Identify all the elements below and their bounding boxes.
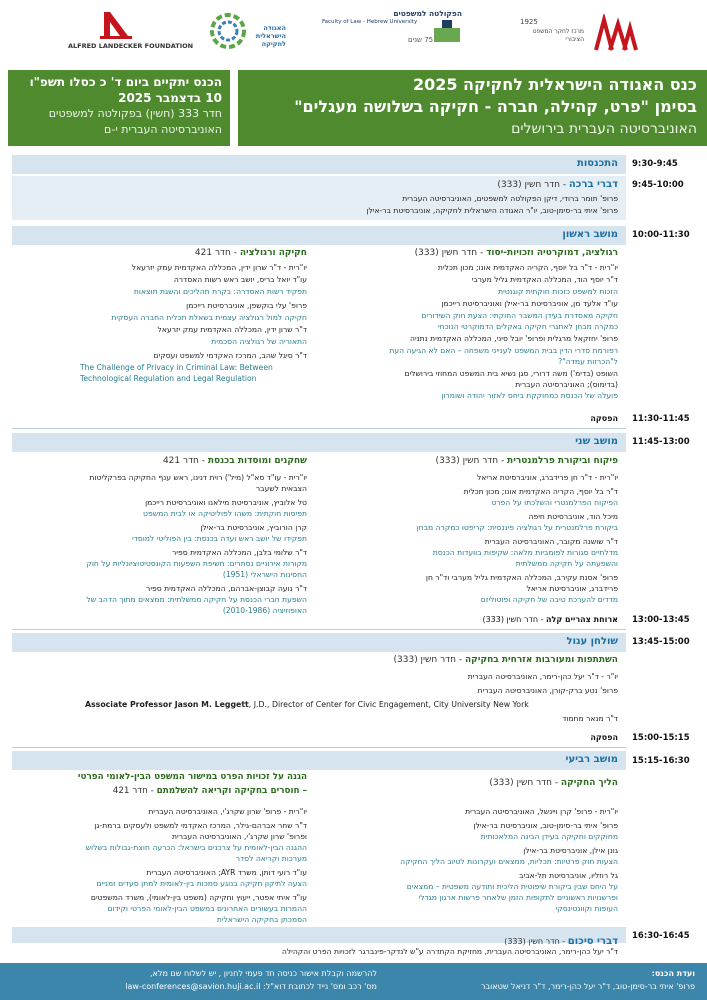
- speaker-line: פרידברג, אוניברסיטת אריאל: [526, 584, 618, 593]
- date-box: [8, 70, 230, 146]
- talk-title: הצעות חוק פרטיות: תכליות, ממצאים ועקרונות לטיוב הליך החקיקה: [400, 857, 618, 866]
- speaker-line: טל אלוביץ, אוניברסיטת מילאנו ואוניברסיטת רייכמן: [145, 498, 307, 507]
- talk-title: רפורמת סדרי הדין בבית המשפט לענייני משפחה – האם לא הגיעה העת: [389, 346, 618, 355]
- speaker-line-english: Associate Professor Jason M. Leggett, J.D., Director of Center for Civic Engagement, City University New York: [85, 700, 529, 709]
- talk-title: הצעה לתיקון חקיקה בנוגע סמכות בין-לאומית למתן סעדים זמניים: [96, 879, 307, 888]
- logo-strip: [0, 0, 707, 66]
- talk-title: מדדים להערכת טיבה של חקיקה ופוטוליזם: [480, 595, 618, 604]
- talk-title: מקורות אירוניים נסתרים: חשיפת השפעות הקונסטיטוציונליות על חוק: [86, 559, 307, 568]
- speaker-line: יו"ר - ד"ר יעל כהן-רימר, האוניברסיטה העברית: [467, 672, 618, 681]
- footer: [0, 963, 707, 1000]
- faculty-name-he: הפקולטה למשפטים: [393, 9, 462, 18]
- time-slot: 15:15-16:30: [632, 756, 690, 766]
- association-name: האגודה הישראלית לחקיקה: [255, 24, 286, 48]
- panel-title: שחקנים ומוסדות בכנסת - חדר 421: [162, 456, 307, 466]
- faculty-logo: [322, 10, 462, 60]
- time-slot: 9:30-9:45: [632, 159, 678, 169]
- committee-members: פרופ' איתי בר-סימן-טוב, ד"ר יעל כהן-רימר, ד"ר דניאל שטאובר: [480, 982, 695, 991]
- time-slot: 9:45-10:00: [632, 180, 684, 190]
- talk-title: העופות וקוונטינסקי: [555, 904, 618, 913]
- speaker-line: פרופ' איתי בר-סימן-טוב, אוניברסיטת בר-אילן: [473, 821, 618, 830]
- registration-email-line[interactable]: מס' רכב ומס' נייד לכתובת דוא"ל: law-conferences@savion.huji.ac.il: [125, 982, 377, 991]
- speaker-line: ד"ר סיגל שהב, המרכז האקדמי למשפט ועסקים: [153, 351, 307, 360]
- speaker-line: ד"ר שרון ידין, המכללה האקדמית עמק יזרעאל: [157, 325, 307, 334]
- talk-title: תפקיד רשות האסדרה: בקרת תהליכים והשגת תוצאות: [133, 287, 307, 296]
- date-line-university: האוניברסיטה העברית י-ם: [104, 123, 222, 136]
- time-slot: 11:45-13:00: [632, 437, 690, 447]
- landecker-logo: [68, 10, 194, 60]
- speaker-line: ד"ר נועה קבוצן-אברהם, המכללה האקדמית ספיר: [146, 584, 307, 593]
- panel-title: הליך החקיקה - חדר חשין (333): [489, 778, 618, 788]
- years-label: 75 שנים: [408, 36, 434, 44]
- speaker-line: גונן אילן, אוניברסיטת בר-אילן: [523, 846, 618, 855]
- divider: [12, 428, 626, 429]
- talk-title: על היחס שבין ביקורת שיפוטית הליכית ותודעה משפטית – ממצאים: [406, 882, 618, 891]
- speaker-line: ד"ר יוסף הוד, המכללה האקדמית גליל מערבי: [471, 275, 618, 284]
- speaker-line: יו"רית - ד"ר בל יוסף, הקריה האקדמית אונו; מכון תכלית: [437, 263, 618, 272]
- speaker-line: קרן הורוביץ, אוניברסיטת בר-אילן: [200, 523, 307, 532]
- talk-title: ההגנה הבין-לאומית על צרכנים בישראל: הכרעה חוצת-גבולות בשלוש: [85, 843, 307, 852]
- speaker-line: (בדימוס); האוניברסיטה העברית: [515, 380, 618, 389]
- talk-title: מערכות וקריאה לסדר: [235, 854, 307, 863]
- conference-banner: [238, 70, 707, 146]
- speaker-line: ד"ר יעל כהן-רימר, האוניברסיטה העברית, מחזיקת הקתדרה ע"ש לנדקר-פינברגר לזכויות הפרט והקהילה: [281, 947, 618, 956]
- speaker-line: ד"ר שושנה מקובר, האוניברסיטה העברית: [484, 537, 618, 546]
- session-header-roundtable: שולחן עגול: [12, 633, 626, 652]
- talk-title: The Challenge of Privacy in Criminal Law: Between: [80, 363, 273, 372]
- conference-subtitle: בסימן "פרט, קהילה, חברה - חקיקה בשלושה מעגלים": [294, 97, 697, 116]
- building-icon: [432, 18, 462, 44]
- time-slot: 10:00-11:30: [632, 230, 690, 240]
- speaker-line: ד"ר שחר אברהם-גילר, המרכז האקדמי למשפט ולעסקים ברמת-גן: [94, 821, 307, 830]
- registration-line: להרשמה וקבלת אישור כניסה חד פעמי לחניון , יש לשלוח שם מלא,: [150, 969, 377, 978]
- date-line-room: חדר 333 (חשין) בפקולטה למשפטים: [48, 107, 222, 120]
- talk-title: השפעת חברי הכנסת על חקיקה ממשלתית: ממצאים מתוך הדהב של: [86, 595, 307, 604]
- talk-title: פועלה של הכנסת כמחוקקת ביחס לאזור יהודה ושומרון: [441, 391, 618, 400]
- time-slot: 13:45-15:00: [632, 637, 690, 647]
- session-header-second: מושב שני: [12, 433, 626, 452]
- speaker-line: יו"רית - פרופ' קרן ויינשל, האוניברסיטה העברית: [465, 807, 618, 816]
- panel-title: רגולציה, דמוקרטיה וזכויות-יסוד - חדר חשין (333): [414, 248, 618, 258]
- panel-title: חקיקה ורגולציה - חדר 421: [194, 248, 307, 258]
- talk-title: התאוריה של רגולציה הסכמית: [211, 337, 307, 346]
- landecker-mark-icon: [96, 10, 136, 40]
- lunch-label: ארוחת צהריים קלה - חדר חשין (333): [482, 615, 618, 624]
- time-slot: 16:30-16:45: [632, 931, 690, 941]
- center-name: מרכז לחקר המשפט הציבורי: [532, 28, 584, 43]
- time-slot: 13:00-13:45: [632, 615, 690, 625]
- speaker-line: מיכל הוד, אוניברסיטת חיפה: [528, 512, 618, 521]
- talk-title: הזכות למשפט כזכות חוקתית קוגנטית: [498, 287, 618, 296]
- speaker-line: פרופ' עלי בוקשפן, אוניברסיטת רייכמן: [186, 301, 307, 310]
- speaker-line: עו"ד רועי דותן, משרד AYR; האוניברסיטה העברית: [146, 868, 307, 877]
- date-line-gregorian: 10 בדצמבר 2025: [118, 91, 222, 105]
- conference-title: כנס האגודה הישראלית לחקיקה 2025: [412, 75, 697, 94]
- speaker-line: פרופ' תומר ברודי, דיקן הפקולטה למשפטים, האוניברסיטה העברית: [402, 194, 618, 203]
- speaker-line: ד"ר מנאר מחמוד: [562, 714, 618, 723]
- panel-title-continued: – חוסרים בחקיקה וקריאה להשלמתם - חדר 421: [112, 786, 307, 796]
- talk-title: והשפעתה על חקיקה ממשלתית: [515, 559, 618, 568]
- session-header-fourth: מושב רביעי: [12, 751, 626, 770]
- speaker-line: ד"ר שלומי בלבן, המכללה האקדמית ספיר: [172, 548, 307, 557]
- panel-title: פיקוח וביקורת פרלמנטרית - חדר חשין (333): [435, 456, 618, 466]
- speaker-line: עו"ד יואל בריס, יושב ראש רשות האסדרה: [173, 275, 307, 284]
- talk-title: מחוקקים וחקיקה בעידן הבינה המלאכותית: [480, 832, 618, 841]
- panel-title: השתתפות ומעורבות אזרחית בחקיקה - חדר חשין (333): [393, 655, 618, 665]
- speaker-line: יו"רית - ד"ר חן פרידברג, אוניברסיטת אריאל: [476, 473, 618, 482]
- talk-title: האופוזיציה (2010-1986): [222, 606, 307, 615]
- speaker-line: עו"ד אלעד מן, אוניברסיטת בר-אילן ואוניברסיטת רייכמן: [441, 299, 618, 308]
- speaker-line: השופט (בדימ') משה דרורי, סגן נשיא בית המשפט המחוזי בירושלים: [404, 369, 618, 378]
- time-slot: 15:00-15:15: [632, 733, 690, 743]
- talk-title: תפיסות חוקתית: משהו לפוליטיקה או לבית המשפט: [143, 509, 307, 518]
- talk-title: ההמרות בעשורים האחרונים במשפט הבין-לאומי הפרטי וקידום: [107, 904, 307, 913]
- break-label: הפסקה: [590, 733, 618, 742]
- talk-title: הפיקוח הפרלמנטרי והשלכתו על הפרט: [491, 498, 618, 507]
- talk-title: כמקרה מבחן לאתגרי חקיקה באקלים הדמוקרטי הנוכחי: [437, 322, 618, 331]
- greetings-title: דברי ברכה - חדר חשין (333): [497, 179, 618, 190]
- talk-title: חקיקה למול רגולציה עצמית בשאלת תכלית החברה העסקית: [111, 313, 307, 322]
- center-mark-icon: [592, 14, 638, 54]
- session-header-first: מושב ראשון: [12, 226, 626, 245]
- talk-title: ביקורת פרלמנטרית על רגולציה פיננסית: קריפטו כמקרה מבחן: [416, 523, 618, 532]
- date-line-hebrew: הכנס יתקיים ביום ד' כ כסלו תשפ"ו: [29, 75, 222, 89]
- talk-title: ל"הכרזות עמדה"?: [558, 357, 618, 366]
- association-logo: [208, 10, 284, 60]
- speaker-line: גל רוזליו, אוניברסיטת תל-אביב: [519, 871, 618, 880]
- speaker-line: פרופ' יחזקאל מרגלית ופרופ' יובל סיני, המכללה האקדמית נתניה: [409, 334, 618, 343]
- time-slot: 11:30-11:45: [632, 414, 690, 424]
- faculty-name-en: Faculty of Law - Hebrew University: [322, 19, 418, 25]
- talk-title: הסמכתן בחקיקה הישראלית: [216, 915, 307, 924]
- speaker-line: ד"ר בל יוסף, הקריה האקדמית אונו; מכון תכלית: [463, 487, 618, 496]
- talk-title: Technological Regulation and Legal Regulation: [80, 374, 257, 383]
- speaker-line: פרופ' איתי בר-סימן-טוב, יו"ר האגודה הישראלית לחקיקה, אוניברסיטת בר-אילן: [366, 206, 618, 215]
- committee-title: ועדת הכנס:: [651, 969, 695, 978]
- speaker-line: יו"רית - פרופ' שרון שקרג'י, האוניברסיטה העברית: [148, 807, 307, 816]
- center-year: 1925: [520, 18, 538, 26]
- conference-venue: האוניברסיטה העברית בירושלים: [511, 121, 697, 137]
- talk-title: החסינות הישראלי (1951): [222, 570, 307, 579]
- landecker-name: ALFRED LANDECKER FOUNDATION: [68, 42, 194, 50]
- speaker-line: ופרופ' שרון שקרג'י, האוניברסיטה העברית: [172, 832, 307, 841]
- association-mark-icon: [208, 10, 248, 52]
- speaker-line: יו"רית - עו"ד סא"ל (מיל') רוית דנינו, ראש ענף החקיקה בפרקליטות: [89, 473, 307, 482]
- break-label: הפסקה: [590, 414, 618, 423]
- session-header-closing: דברי סיכום - חדר חשין (333): [12, 927, 626, 943]
- speaker-line: יו"רית - ד"ר שרון ידין, המכללה האקדמית עמק יזרעאל: [131, 263, 307, 272]
- session-header-gathering: התכנסות: [12, 155, 626, 174]
- speaker-line: פרופ' נטע ברק-קורן, האוניברסיטה העברית: [477, 686, 618, 695]
- speaker-line: פרופ' אסנת עקירב, המכללה האקדמית גליל מערבי וד"ר חן: [425, 573, 618, 582]
- talk-title: חקיקה מאסדרת בעידן המשבר החוקתי: הצעת חוק השידורים: [421, 311, 618, 320]
- talk-title: מדלתיים סגורות לפומביות מלאה: שקיפות בוועדות הכנסת: [432, 548, 618, 557]
- divider: [12, 629, 626, 630]
- speaker-line: הצבאית לשעבר: [255, 484, 307, 493]
- panel-title: הגנה על זכויות הפרט במישור המשפט הבין-לאומי הפרטי: [77, 772, 307, 782]
- speaker-line: עו"ד איתי אפטר, ייעוץ וחקיקה (משפט בין-לאומי), משרד המשפטים: [90, 893, 307, 902]
- divider: [12, 747, 626, 748]
- center-logo: [520, 10, 670, 60]
- talk-title: תפקידו של יושב ראש ועדה בכנסת: בין הפוליטי למוסדי: [131, 534, 307, 543]
- talk-title: ופרשנויות ראשוניים לתקופות הזמן שלאחר פרשות ארגון מגדלי: [418, 893, 618, 902]
